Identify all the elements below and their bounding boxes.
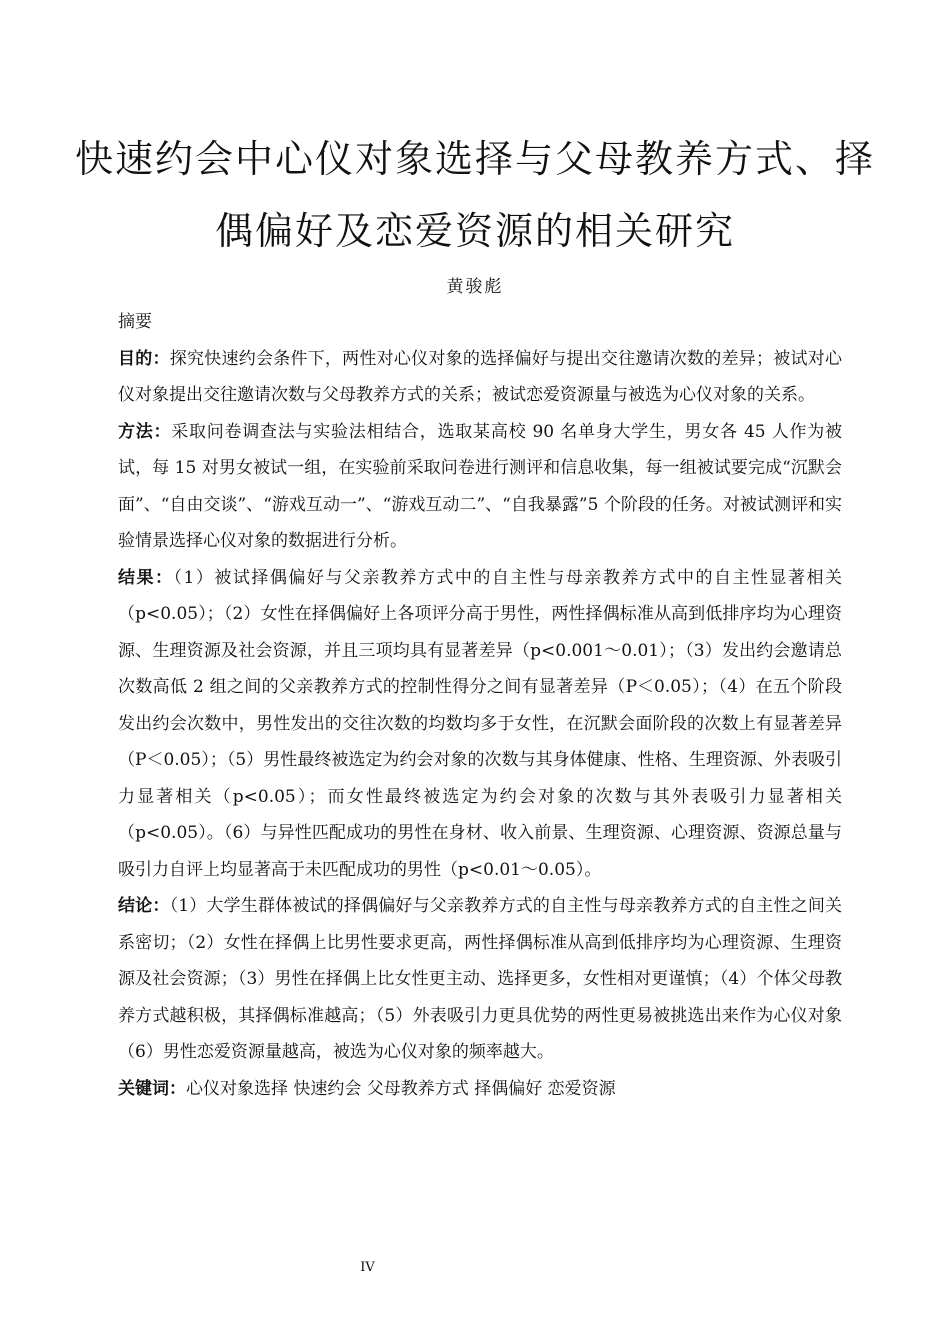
objective-text: 探究快速约会条件下，两性对心仪对象的选择偏好与提出交往邀请次数的差异；被试对心仪对象提出交往邀请次数与父母教养方式的关系；被试恋爱资源量与被选为心仪对象的关系。 [118, 348, 843, 405]
paper-title-line-2: 偶偏好及恋爱资源的相关研究 [214, 209, 735, 253]
results-text: （1）被试择偶偏好与父亲教养方式中的自主性与母亲教养方式中的自主性显著相关（p<0.05）；（2）女性在择偶偏好上各项评分高于男性，两性择偶标准从高到低排序均为心理资源、生理资源及社会资源，并且三项均具有显著差异（p<0.001～0.01）；（3）发出约会邀请总次数高低 2 组之间的父亲教养方式的控制性得分之间有显著差异（P＜0.05）；（4）在五个阶段发出约会次数中，男性发出的交往次数的均数均多于女性，在沉默会面阶段的次数上有显著差异（P＜0.05）；（5）男性最终被选定为约会对象的次数与其身体健康、性格、生理资源、外表吸引力显著相关（p<0.05）；而女性最终被选定为约会对象的次数与其外表吸引力显著相关（p<0.05）。（6）与异性匹配成功的男性在身材、收入前景、生理资源、心理资源、资源总量与吸引力自评上均显著高于未匹配成功的男性（p<0.01～0.05）。 [118, 567, 842, 880]
abstract-heading: 摘要 [118, 312, 152, 332]
results-paragraph [118, 560, 842, 889]
conclusion-text: （1）大学生群体被试的择偶偏好与父亲教养方式的自主性与母亲教养方式的自主性之间关系密切；（2）女性在择偶上比男性要求更高，两性择偶标准从高到低排序均为心理资源、生理资源及社会资源；（3）男性在择偶上比女性更主动、选择更多，女性相对更谨慎；（4）个体父母教养方式越积极，其择偶标准越高；（5）外表吸引力更具优势的两性更易被挑选出来作为心仪对象（6）男性恋爱资源量越高，被选为心仪对象的频率越大。 [118, 896, 843, 1062]
paper-title-line-1: 快速约会中心仪对象选择与父母教养方式、择 [74, 137, 875, 181]
abstract-section [118, 304, 842, 1107]
conclusion-paragraph [118, 888, 842, 1071]
objective-paragraph [118, 341, 842, 414]
keywords-text: 心仪对象选择 快速约会 父母教养方式 择偶偏好 恋爱资源 [186, 1078, 616, 1099]
page-number: IV [360, 1260, 375, 1275]
keywords-paragraph [118, 1071, 842, 1108]
method-text: 采取问卷调查法与实验法相结合，选取某高校 90 名单身大学生，男女各 45 人作为被试，每 15 对男女被试一组，在实验前采取问卷进行测评和信息收集，每一组被试要完成“沉默会面”、“自由交谈”、“游戏互动一”、“游戏互动二”、“自我暴露”5 个阶段的任务。对被试测评和实验情景选择心仪对象的数据进行分析。 [118, 421, 842, 551]
objective-label: 目的： [118, 348, 170, 369]
results-label: 结果： [118, 567, 174, 588]
conclusion-label: 结论： [118, 896, 170, 916]
method-label: 方法： [118, 421, 172, 442]
author-name: 黄骏彪 [446, 277, 504, 297]
keywords-label: 关键词： [118, 1078, 186, 1099]
method-paragraph [118, 414, 842, 560]
